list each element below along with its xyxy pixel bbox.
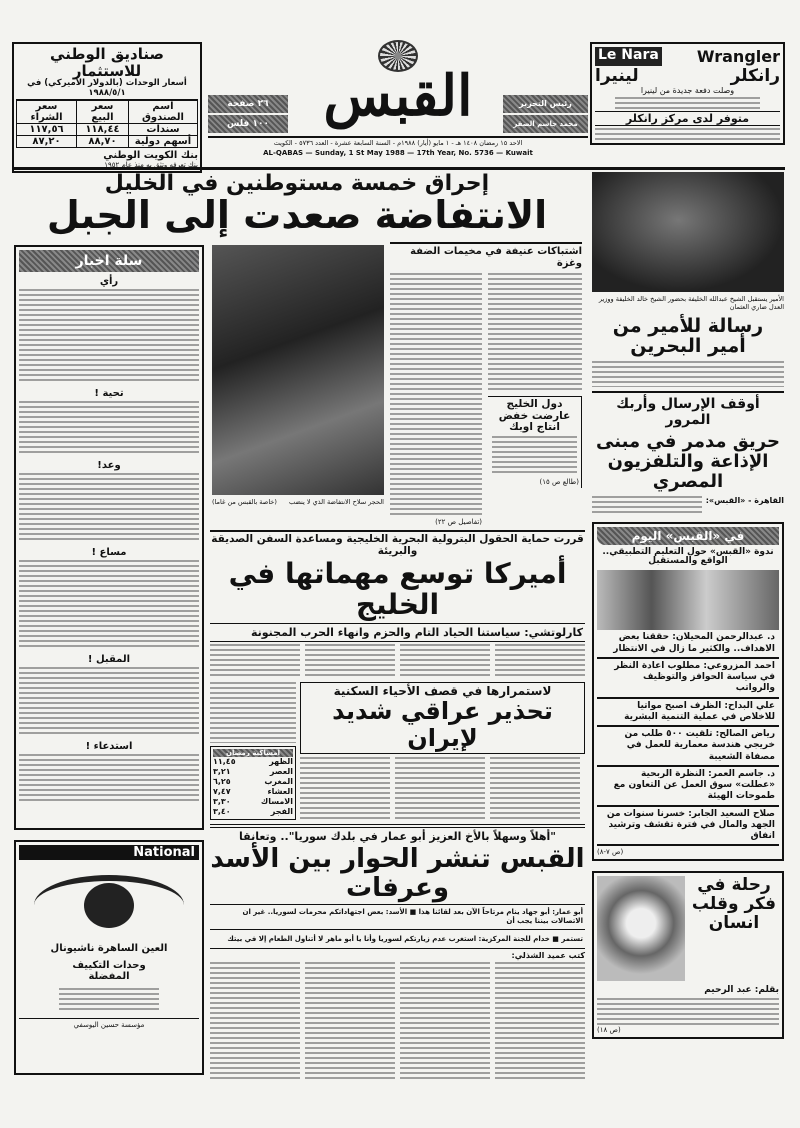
bank-tagline: بنك تعرفه وتثق به منذ عام ١٩٥٢	[104, 160, 198, 169]
lead-story	[390, 242, 582, 526]
funds-box	[12, 42, 202, 173]
us-kicker: قررت حماية الحقول البترولية البحرية الخليجية ومساعدة السفن الصديقة والبريئة	[211, 533, 584, 557]
us-subhead: كارلوتشي: سياستنا الحياد التام والحزم وانهاء الحرب المجنونة	[210, 623, 585, 642]
brand-lenara: Le Nara	[595, 47, 662, 66]
prayer-time: ٣,٤٠	[213, 807, 231, 816]
cell: ١١٨,٤٤	[77, 123, 129, 135]
prayer-time: ٦,٢٥	[213, 777, 231, 786]
syria-byline: كتب عميد الشذلي:	[511, 950, 585, 960]
brand-lenara-ar: لينيرا	[595, 66, 639, 86]
prayer-time-row	[213, 767, 293, 777]
funds-table	[16, 100, 198, 148]
prayer-name: الامساك	[260, 797, 293, 806]
national-body: وحدات التكييف المفضلة	[72, 960, 146, 982]
editor-label: رئيس التحرير	[503, 95, 588, 113]
prayer-time-row	[213, 807, 293, 817]
opec-headline: دول الخليج عارضت خفض انتاج اوبك	[498, 398, 571, 434]
brand-wrangler-ar: رانكلر	[730, 66, 780, 86]
rihla-author: بقلم: عبد الرحيم	[704, 985, 779, 996]
ad-line: متوفر لدى مركز رانكلر	[595, 111, 780, 126]
today-box	[592, 522, 784, 862]
cell: ١١٧,٥٦	[17, 123, 77, 135]
lead-subhead: اشتباكات عنيفة في مخيمات الضفة وغزة	[390, 242, 582, 270]
today-item: د. جاسم العمر: النظرة الربحية «عطلت» سوق العمل عن التعاون مع طموحات الهيئة	[597, 767, 779, 807]
cell: سندات	[128, 123, 197, 135]
prayer-time-row	[213, 777, 293, 787]
photo-caption-row	[212, 498, 384, 506]
photo-credit: (خاصة بالقبس من غاما)	[212, 498, 277, 506]
masthead	[208, 40, 588, 166]
us-headline: أميركا توسع مهماتها في الخليج	[228, 557, 567, 621]
section-heading: رأي	[99, 276, 119, 287]
opec-more: (طالع ص ١٥)	[539, 477, 579, 486]
eye-icon	[34, 875, 184, 935]
table-row	[17, 123, 198, 135]
editor-name: محمد جاسم الصقر	[503, 115, 588, 133]
section-heading: المقبل !	[87, 654, 131, 665]
prayer-name: الفجر	[270, 807, 293, 816]
opec-box	[488, 396, 582, 488]
funds-subtitle: أسعار الوحدات (بالدولار الأميركي) في ١٩٨٨/٥/١	[16, 79, 198, 100]
right-column	[592, 172, 784, 1039]
price: ١٠٠ فلس	[208, 115, 288, 133]
prayer-times-box	[210, 746, 296, 820]
prayer-time-row	[213, 787, 293, 797]
lead-more: (تفاصيل ص ٢٢)	[435, 518, 482, 526]
logo: القبس	[323, 63, 473, 129]
national-ad	[14, 840, 204, 1075]
news-basket	[14, 245, 204, 830]
section-heading: استدعاء !	[85, 741, 133, 752]
page-count: ٢٦ صفحة	[208, 95, 288, 113]
seminar-photo	[597, 570, 779, 630]
prayer-title: امساكية رمضان	[213, 749, 293, 757]
date-english: AL-QABAS — Sunday, 1 St May 1988 — 17th Year, No. 5736 — Kuwait	[263, 148, 533, 157]
section-heading: مساع !	[91, 547, 127, 558]
news-basket-title: سلة اخبار	[19, 250, 199, 272]
syria-section	[210, 824, 585, 1080]
iraq-section	[210, 682, 585, 820]
today-item: صلاح السعيد الجابر: خسرنا سنوات من الجهد والمال في فترة تقشف وترشيد انفاق	[597, 807, 779, 847]
rihla-more: (ص ١٨)	[597, 1026, 621, 1035]
fire-kicker: أوقف الإرسال وأربك المرور	[616, 396, 760, 428]
today-more: (ص ٧-٨)	[597, 848, 624, 857]
bahrain-photo	[592, 172, 784, 292]
cell: أسهم دولية	[128, 135, 197, 147]
date-block	[208, 136, 588, 157]
prayer-time: ١١,٤٥	[213, 757, 236, 766]
prayer-name: العصر	[269, 767, 293, 776]
bahrain-caption: الأمير يستقبل الشيخ عبدالله الخليفة بحضور الشيخ خالد الخليفة ووزير العدل ضاري العثمان	[598, 295, 784, 311]
fire-headline: حريق مدمر في مبنى الإذاعة والتلفزيون المصري	[596, 431, 780, 492]
photo-caption: الحجر سلاح الانتفاضة الذي لا ينضب	[289, 498, 384, 506]
bank-name: بنك الكويت الوطني	[103, 149, 198, 161]
cell: ٨٨,٧٠	[77, 135, 129, 147]
prayer-time: ٧,٤٧	[213, 787, 231, 796]
funds-title: صناديق الوطني للاستثمار	[50, 45, 164, 80]
wrangler-ad	[590, 42, 785, 145]
national-brand: National	[19, 845, 199, 860]
lead-headline: الانتفاضة صعدت إلى الجبل	[46, 193, 548, 238]
us-section	[210, 530, 585, 678]
syria-strip-2: تستمر ■ خدام للجنة المركزية: استغرب عدم زيارتكم لسوريا وأنا يا أبو ماهر لا أتناول الطعام إلا في بيتك	[210, 932, 585, 948]
today-item: رياض الصالح: تلقيت ٥٠٠ طلب من خريجي هندسة معمارية للعمل في مصفاة الشعيبة	[597, 727, 779, 767]
rihla-box	[592, 871, 784, 1039]
brand-wrangler: Wrangler	[696, 47, 780, 66]
rihla-headline: رحلة في فكر وقلب انسان	[691, 875, 777, 933]
cell: ٨٧,٢٠	[17, 135, 77, 147]
prayer-time: ٣,٣٠	[213, 797, 231, 806]
today-item: احمد المزروعي: مطلوب اعادة النظر في سياسة الحوافز والتوظيف والرواتب	[597, 659, 779, 699]
today-item: د. عبدالرحمن المحيلان: حققنا بعض الاهداف.. والكثير ما زال في الانتظار	[597, 630, 779, 659]
ad-line: وصلت دفعة جديدة من لينيرا	[640, 86, 735, 96]
prayer-time-row	[213, 757, 293, 767]
table-row	[17, 135, 198, 147]
syria-headline: القبس تنشر الحوار بين الأسد وعرفات	[210, 844, 585, 903]
prayer-name: الظهر	[269, 757, 293, 766]
col-header: سعر الشراء	[17, 100, 77, 123]
national-dealer: مؤسسة حسين اليوسفي	[19, 1018, 199, 1029]
prayer-name: العشاء	[267, 787, 293, 796]
today-item: علي البداح: الظرف اصبح مواتيا للاخلاص في عملية التنمية البشرية	[597, 699, 779, 728]
section-heading: وعد!	[97, 460, 121, 471]
syria-strip-1: أبو عمار: أبو جهاد ينام مرتاحاً الآن بعد لقائنا هذا ■ الأسد: بعض اجتهاداتكم محرمات لسوريا.. غير ان الاتصالات بيننا يجب أن	[210, 904, 585, 930]
col-header: اسم الصندوق	[128, 100, 197, 123]
iraq-box	[300, 682, 585, 754]
rihla-photo	[597, 876, 685, 981]
bahrain-headline: رسالة للأمير من أمير البحرين	[612, 314, 764, 358]
prayer-name: المغرب	[264, 777, 293, 786]
syria-kicker: "أهلاً وسهلاً بالأخ العزيز أبو عمار في بلدك سوريا".. وتعانقا	[239, 830, 556, 843]
lead-header	[12, 172, 582, 236]
date-arabic: الاحد ١٥ رمضان ١٤٠٨ هـ - ١ مايو (أيار) ١٩٨٨م - السنة السابعة عشرة - العدد ٥٧٣٦ - الكويت	[273, 139, 523, 147]
iraq-headline: تحذير عراقي شديد لإيران	[332, 697, 553, 752]
prayer-time: ٣,٢١	[213, 767, 231, 776]
prayer-time-row	[213, 797, 293, 807]
lead-photo	[212, 245, 384, 495]
lead-kicker: إحراق خمسة مستوطنين في الخليل	[104, 171, 490, 196]
today-lead: ندوة «القبس» حول التعليم التطبيقي.. الواقع والمستقبل	[602, 546, 774, 567]
section-heading: تحية !	[94, 388, 124, 399]
fire-dateline: القاهرة - «القبس»:	[705, 495, 784, 505]
top-margin	[0, 0, 800, 40]
iraq-kicker: لاستمرارها في قصف الأحياء السكنية	[333, 684, 552, 698]
today-title: في «القبس» اليوم	[597, 527, 779, 545]
national-title: العين الساهرة ناشيونال	[50, 943, 168, 954]
col-header: سعر البيع	[77, 100, 129, 123]
